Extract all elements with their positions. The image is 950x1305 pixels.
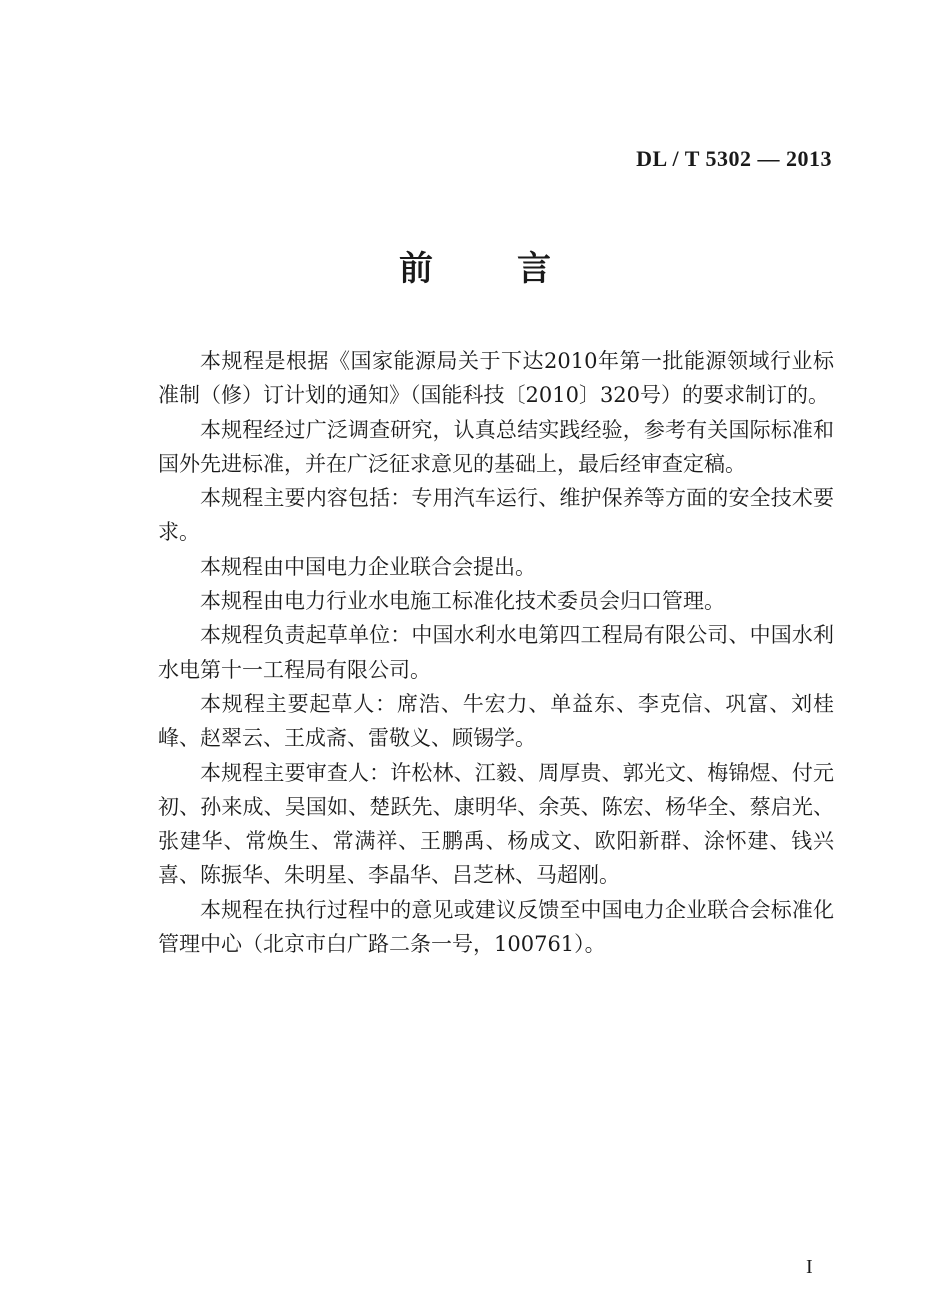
paragraph-management: 本规程由电力行业水电施工标准化技术委员会归口管理。 <box>200 589 725 614</box>
title-char-2: 言 <box>517 249 551 289</box>
document-code: DL / T 5302 — 2013 <box>636 146 832 171</box>
preface-body <box>158 344 834 961</box>
paragraph-feedback: 本规程在执行过程中的意见或建议反馈至中国电力企业联合会标准化管理中心（北京市白广路二条一号，100761）。 <box>158 897 834 957</box>
paragraph-drafters: 本规程主要起草人：席浩、牛宏力、单益东、李克信、巩富、刘桂峰、赵翠云、王成斋、雷敬义、顾锡学。 <box>158 691 834 751</box>
title-char-1: 前 <box>399 249 433 289</box>
page-number: I <box>806 1256 813 1278</box>
page-title <box>0 246 950 292</box>
paragraph-drafting-units: 本规程负责起草单位：中国水利水电第四工程局有限公司、中国水利水电第十一工程局有限公司。 <box>158 623 834 682</box>
paragraph-reviewers: 本规程主要审查人：许松林、江毅、周厚贵、郭光文、梅锦煜、付元初、孙来成、吴国如、楚跃先、康明华、余英、陈宏、杨华全、蔡启光、张建华、常焕生、常满祥、王鹏禹、杨成文、欧阳新群、涂怀建、钱兴喜、陈振华、朱明星、李晶华、吕芝林、马超刚。 <box>158 760 834 888</box>
paragraph-process: 本规程经过广泛调查研究，认真总结实践经验，参考有关国际标准和国外先进标准，并在广泛征求意见的基础上，最后经审查定稿。 <box>158 417 834 476</box>
paragraph-basis: 本规程是根据《国家能源局关于下达2010年第一批能源领域行业标准制（修）订计划的通知》（国能科技〔2010〕320号）的要求制订的。 <box>158 349 834 408</box>
paragraph-content: 本规程主要内容包括：专用汽车运行、维护保养等方面的安全技术要求。 <box>158 486 834 545</box>
paragraph-proposer: 本规程由中国电力企业联合会提出。 <box>200 554 536 579</box>
